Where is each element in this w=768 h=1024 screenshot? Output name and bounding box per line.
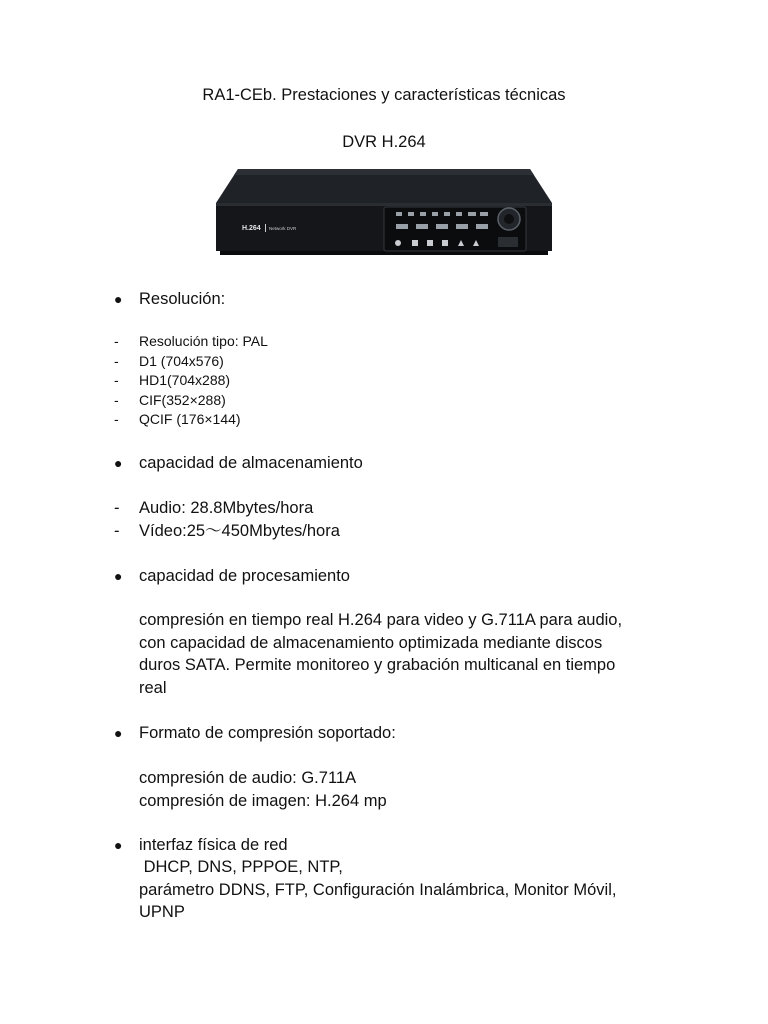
dvr-brand-label [242,225,261,232]
list-item: - Audio: 28.8Mbytes/hora [114,499,314,517]
bullet-dot-icon: ● [114,455,123,471]
dvr-model-label: Network DVR [269,226,297,231]
procesamiento-paragraph: compresión en tiempo real H.264 para video y G.711A para audio, con capacidad de almacenamiento optimizada mediante discos duros SATA. Permite monitoreo y grabación multicanal en tiempo real [139,611,623,697]
page-subtitle: DVR H.264 [342,133,426,151]
list-item: - QCIF (176×144) [114,411,241,427]
list-item: - Vídeo:25～450Mbytes/hora [114,521,340,540]
dvr-device-image [214,167,554,257]
formato-paragraph: compresión de audio: G.711A compresión de imagen: H.264 mp [139,769,387,810]
bullet-dot-icon: ● [114,725,123,741]
svg-text:H.264: H.264 [242,225,261,232]
list-item: - CIF(352×288) [114,391,226,408]
list-item: - D1 (704x576) [114,352,224,369]
section-formato-heading: ● Formato de compresión soportado: [114,724,396,742]
section-resolucion-heading: ● Resolución: [114,290,226,308]
list-item: - Resolución tipo: PAL [114,333,268,349]
list-item: - HD1(704x288) [114,372,231,388]
section-almacenamiento-heading: ● capacidad de almacenamiento [114,454,363,472]
page-title: RA1-CEb. Prestaciones y características técnicas [202,86,566,104]
almacenamiento-list [114,497,340,542]
section-red-heading: ● interfaz física de red [114,836,288,854]
red-paragraph: DHCP, DNS, PPPOE, NTP, parámetro DDNS, FTP, Configuración Inalámbrica, Monitor Móvil, UPNP [139,858,617,921]
bullet-dot-icon: ● [114,837,123,853]
section-procesamiento-heading: ● capacidad de procesamiento [114,567,350,585]
bullet-dot-icon: ● [114,291,123,307]
bullet-dot-icon: ● [114,568,123,584]
resolucion-list [114,332,268,430]
